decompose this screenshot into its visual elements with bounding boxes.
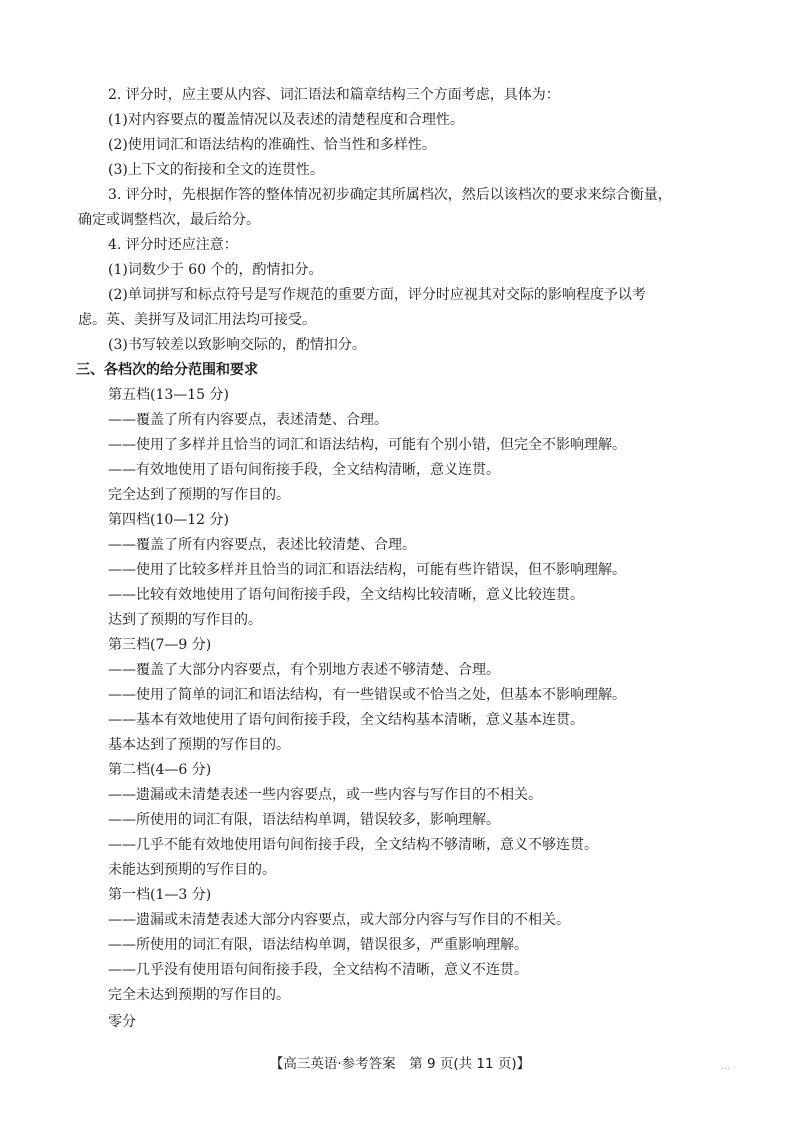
scoring-point-3-cont: 确定或调整档次，最后给分。 bbox=[78, 212, 260, 228]
scoring-point-2-item-2: (2)使用词汇和语法结构的准确性、恰当性和多样性。 bbox=[108, 137, 436, 153]
corner-mark: ... bbox=[721, 1062, 730, 1072]
grade-2-item-3: ——几乎不能有效地使用语句间衔接手段，全文结构不够清晰，意义不够连贯。 bbox=[108, 837, 598, 853]
grade-3-item-3: ——基本有效地使用了语句间衔接手段，全文结构基本清晰，意义基本连贯。 bbox=[108, 712, 584, 728]
scoring-point-2-item-3: (3)上下文的衔接和全文的连贯性。 bbox=[108, 162, 324, 178]
page-footer: 【高三英语·参考答案 第 9 页(共 11 页)】 bbox=[269, 1056, 531, 1072]
grade-5-item-2: ——使用了多样并且恰当的词汇和语法结构，可能有个别小错，但完全不影响理解。 bbox=[108, 437, 626, 453]
grade-4-item-3: ——比较有效地使用了语句间衔接手段，全文结构比较清晰，意义比较连贯。 bbox=[108, 587, 584, 603]
grade-2-item-1: ——遗漏或未清楚表述一些内容要点，或一些内容与写作目的不相关。 bbox=[108, 787, 542, 803]
grade-3-item-1: ——覆盖了大部分内容要点，有个别地方表述不够清楚、合理。 bbox=[108, 662, 500, 678]
scoring-point-4: 4. 评分时还应注意： bbox=[108, 237, 238, 253]
grade-1-title: 第一档(1—3 分) bbox=[108, 887, 212, 903]
scoring-point-2-item-1: (1)对内容要点的覆盖情况以及表述的清楚程度和合理性。 bbox=[108, 112, 464, 128]
grade-4-title: 第四档(10—12 分) bbox=[108, 512, 230, 528]
grade-1-item-3: ——几乎没有使用语句间衔接手段，全文结构不清晰，意义不连贯。 bbox=[108, 962, 528, 978]
grade-4-summary: 达到了预期的写作目的。 bbox=[108, 612, 262, 628]
document-body bbox=[76, 83, 748, 1035]
grade-5-title: 第五档(13—15 分) bbox=[108, 387, 230, 403]
grade-1-item-2: ——所使用的词汇有限，语法结构单调，错误很多，严重影响理解。 bbox=[108, 937, 528, 953]
scoring-point-4-item-3: (3)书写较差以致影响交际的，酌情扣分。 bbox=[108, 337, 366, 353]
scoring-point-4-item-1: (1)词数少于 60 个的，酌情扣分。 bbox=[108, 262, 323, 278]
grade-4-item-1: ——覆盖了所有内容要点，表述比较清楚、合理。 bbox=[108, 537, 416, 553]
scoring-point-2: 2. 评分时，应主要从内容、词汇语法和篇章结构三个方面考虑，具体为： bbox=[108, 87, 560, 103]
scoring-point-3: 3. 评分时，先根据作答的整体情况初步确定其所属档次，然后以该档次的要求来综合衡量， bbox=[108, 187, 672, 203]
grade-3-item-2: ——使用了简单的词汇和语法结构，有一些错误或不恰当之处，但基本不影响理解。 bbox=[108, 687, 626, 703]
grade-1-item-1: ——遗漏或未清楚表述大部分内容要点，或大部分内容与写作目的不相关。 bbox=[108, 912, 570, 928]
grade-0-title: 零分 bbox=[108, 1014, 136, 1030]
grade-1-summary: 完全未达到预期的写作目的。 bbox=[108, 987, 290, 1003]
grade-4-item-2: ——使用了比较多样并且恰当的词汇和语法结构，可能有些许错误，但不影响理解。 bbox=[108, 562, 626, 578]
grade-2-title: 第二档(4—6 分) bbox=[108, 762, 212, 778]
grade-5-item-1: ——覆盖了所有内容要点，表述清楚、合理。 bbox=[108, 412, 388, 428]
grade-2-item-2: ——所使用的词汇有限，语法结构单调，错误较多，影响理解。 bbox=[108, 812, 500, 828]
scoring-point-4-item-2: (2)单词拼写和标点符号是写作规范的重要方面，评分时应视其对交际的影响程度予以考 bbox=[108, 287, 646, 303]
section-heading-3: 三、各档次的给分范围和要求 bbox=[76, 362, 258, 378]
grade-2-summary: 未能达到预期的写作目的。 bbox=[108, 862, 276, 878]
grade-5-item-3: ——有效地使用了语句间衔接手段，全文结构清晰，意义连贯。 bbox=[108, 462, 500, 478]
grade-5-summary: 完全达到了预期的写作目的。 bbox=[108, 487, 290, 503]
grade-3-title: 第三档(7—9 分) bbox=[108, 637, 212, 653]
scoring-point-4-item-2-cont: 虑。英、美拼写及词汇用法均可接受。 bbox=[78, 312, 316, 328]
grade-3-summary: 基本达到了预期的写作目的。 bbox=[108, 737, 290, 753]
